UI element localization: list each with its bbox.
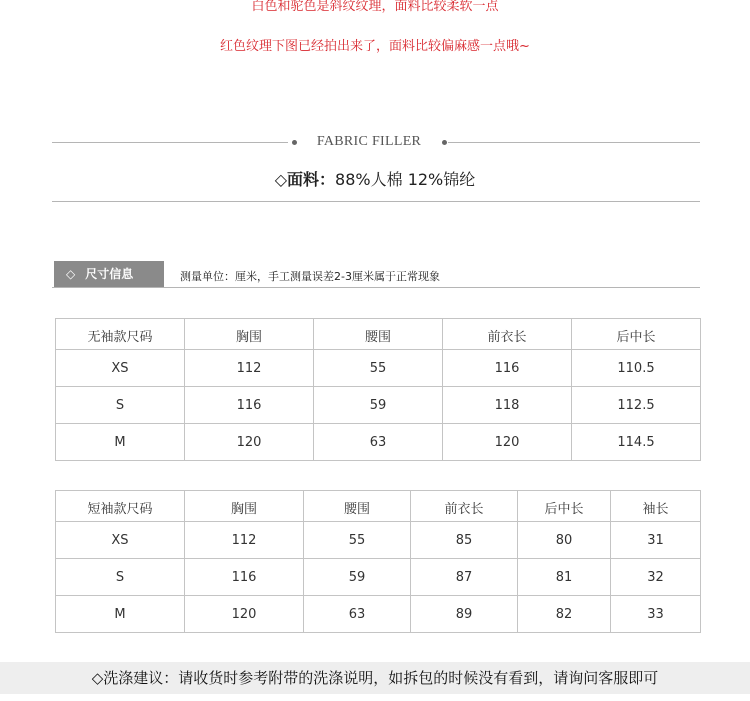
short-sleeve-size-table <box>55 490 701 633</box>
table-cell: XS <box>56 522 185 559</box>
table-header: 后中长 <box>518 491 611 522</box>
table-cell: S <box>56 559 185 596</box>
table-row <box>56 559 701 596</box>
table-header: 前衣长 <box>443 319 572 350</box>
table-cell: 112 <box>185 522 304 559</box>
table-cell: 120 <box>185 596 304 633</box>
table-row <box>56 424 701 461</box>
size-info-tab <box>54 261 164 288</box>
table-cell: 32 <box>611 559 701 596</box>
table-cell: 120 <box>185 424 314 461</box>
table-cell: 116 <box>185 387 314 424</box>
fabric-note-2: 红色纹理下图已经拍出来了，面料比较偏麻感一点哦~ <box>220 39 530 54</box>
table-header: 无袖款尺码 <box>56 319 185 350</box>
table-cell: 116 <box>443 350 572 387</box>
table-header: 胸围 <box>185 491 304 522</box>
dot-icon <box>442 140 447 145</box>
table-cell: 63 <box>314 424 443 461</box>
table-header: 短袖款尺码 <box>56 491 185 522</box>
table-header: 前衣长 <box>411 491 518 522</box>
table-cell: 55 <box>314 350 443 387</box>
table-cell: 116 <box>185 559 304 596</box>
table-cell: 118 <box>443 387 572 424</box>
table-header: 后中长 <box>572 319 701 350</box>
table-cell: 63 <box>304 596 411 633</box>
table-header: 袖长 <box>611 491 701 522</box>
table-cell: 59 <box>304 559 411 596</box>
table-cell: 81 <box>518 559 611 596</box>
divider <box>52 142 288 143</box>
table-header: 腰围 <box>304 491 411 522</box>
table-cell: 82 <box>518 596 611 633</box>
table-cell: 110.5 <box>572 350 701 387</box>
table-cell: 55 <box>304 522 411 559</box>
table-row <box>56 522 701 559</box>
size-info-label: 尺寸信息 <box>85 267 134 281</box>
table-cell: S <box>56 387 185 424</box>
table-cell: 114.5 <box>572 424 701 461</box>
divider <box>52 201 700 202</box>
washing-advice: ◇洗涤建议：请收货时参考附带的洗涤说明，如拆包的时候没有看到，请询问客服即可 <box>0 662 750 694</box>
table-header-row <box>56 491 701 522</box>
table-header: 胸围 <box>185 319 314 350</box>
table-cell: 112.5 <box>572 387 701 424</box>
fabric-value: 88%人棉 12%锦纶 <box>335 170 476 189</box>
table-cell: M <box>56 424 185 461</box>
sleeveless-size-table <box>55 318 701 461</box>
table-cell: 87 <box>411 559 518 596</box>
table-cell: 33 <box>611 596 701 633</box>
fabric-heading-title: FABRIC FILLER <box>316 134 422 149</box>
table-row <box>56 350 701 387</box>
table-cell: M <box>56 596 185 633</box>
table-cell: 89 <box>411 596 518 633</box>
table-row <box>56 596 701 633</box>
table-cell: 120 <box>443 424 572 461</box>
table-header: 腰围 <box>314 319 443 350</box>
divider <box>52 287 700 288</box>
dot-icon <box>292 140 297 145</box>
fabric-note-1: 白色和驼色是斜纹纹理，面料比较柔软一点 <box>251 0 499 14</box>
diamond-icon: ◇ <box>66 267 76 281</box>
fabric-composition <box>0 167 750 190</box>
table-header-row <box>56 319 701 350</box>
fabric-heading <box>52 132 700 154</box>
table-cell: 59 <box>314 387 443 424</box>
table-cell: 85 <box>411 522 518 559</box>
table-cell: 31 <box>611 522 701 559</box>
table-cell: 80 <box>518 522 611 559</box>
divider <box>448 142 700 143</box>
table-row <box>56 387 701 424</box>
table-cell: 112 <box>185 350 314 387</box>
fabric-label: ◇面料： <box>274 170 336 189</box>
measurement-note: 测量单位：厘米，手工测量误差2-3厘米属于正常现象 <box>180 270 440 283</box>
table-cell: XS <box>56 350 185 387</box>
